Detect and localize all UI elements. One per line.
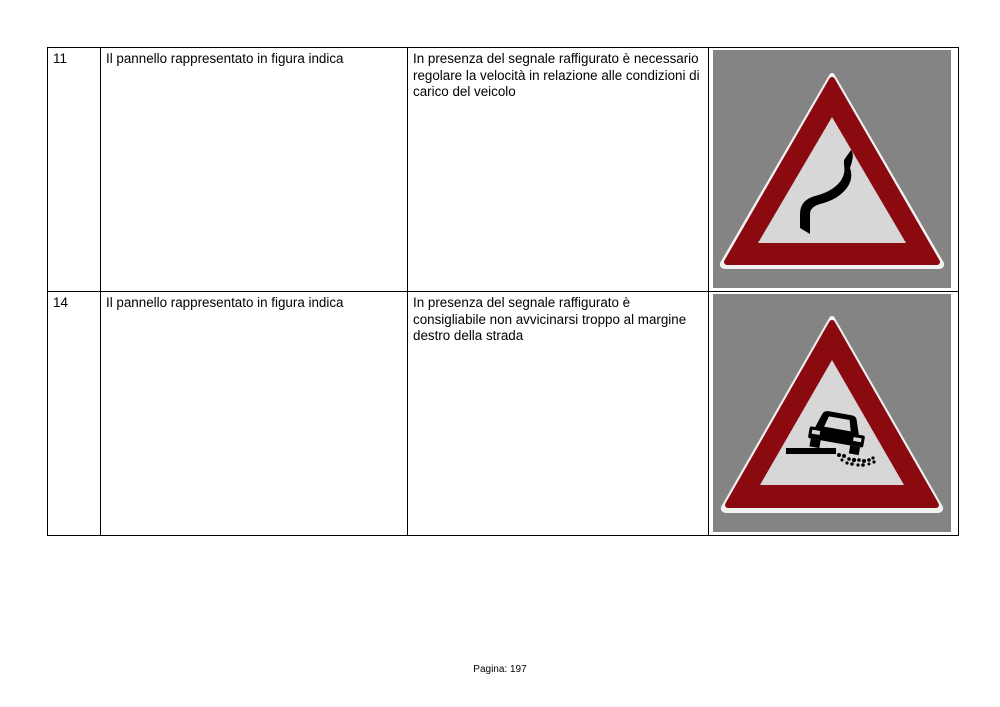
quiz-table — [47, 47, 959, 536]
soft-verge-sign-icon — [713, 294, 951, 532]
sign-image-cell — [709, 292, 959, 536]
table-row — [48, 292, 959, 536]
answer-text: In presenza del segnale raffigurato è necessario regolare la velocità in relazione alle condizioni di carico del veicolo — [408, 48, 709, 292]
answer-text: In presenza del segnale raffigurato è consigliabile non avvicinarsi troppo al margine destro della strada — [408, 292, 709, 536]
question-number: 14 — [48, 292, 101, 536]
question-text: Il pannello rappresentato in figura indica — [101, 292, 408, 536]
question-text: Il pannello rappresentato in figura indica — [101, 48, 408, 292]
page-number: Pagina: 197 — [473, 664, 527, 675]
double-curve-sign-icon — [713, 50, 951, 288]
table-row — [48, 48, 959, 292]
sign-image-cell — [709, 48, 959, 292]
question-number: 11 — [48, 48, 101, 292]
